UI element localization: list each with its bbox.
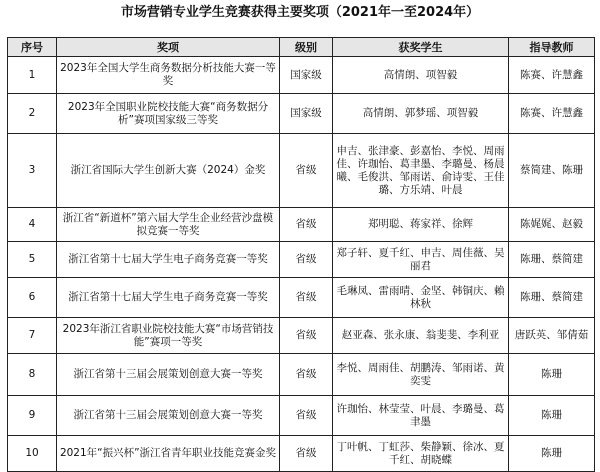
header-no: 序号 [8,38,57,57]
table-row [8,278,595,318]
cell-level: 省级 [280,396,333,436]
cell-no: 5 [8,242,57,278]
cell-no: 3 [8,134,57,208]
cell-teachers: 陈珊 [509,436,595,472]
cell-award: 浙江省第十三届会展策划创意大赛一等奖 [57,396,280,436]
table-row [8,134,595,208]
header-teachers: 指导教师 [509,38,595,57]
cell-teachers: 陈赛、许慧鑫 [509,94,595,134]
header-level: 级别 [280,38,333,57]
cell-teachers: 陈珊、蔡简建 [509,242,595,278]
cell-level: 国家级 [280,94,333,134]
awards-table [7,37,595,472]
cell-award: 浙江省第十七届大学生电子商务竞赛一等奖 [57,242,280,278]
cell-students: 郑明聪、蒋家祥、徐辉 [333,208,509,242]
table-row [8,396,595,436]
cell-level: 省级 [280,318,333,354]
cell-teachers: 陈珊 [509,354,595,396]
cell-level: 省级 [280,278,333,318]
cell-teachers: 陈珊、蔡简建 [509,278,595,318]
table-row [8,354,595,396]
cell-teachers: 陈珊 [509,396,595,436]
cell-teachers: 陈赛、许慧鑫 [509,57,595,94]
cell-students: 赵亚森、张永康、翁斐斐、李利亚 [333,318,509,354]
cell-award: 浙江省第十三届会展策划创意大赛一等奖 [57,354,280,396]
cell-level: 省级 [280,242,333,278]
table-header-row [8,38,595,57]
cell-teachers: 唐跃英、邹倩茹 [509,318,595,354]
cell-students: 许珈怡、林莹莹、叶晨、李璐曼、葛聿墨 [333,396,509,436]
cell-award: 浙江省“新道杯”第六届大学生企业经营沙盘模拟竞赛一等奖 [57,208,280,242]
cell-award: 2021年“振兴杯”浙江省青年职业技能竞赛金奖 [57,436,280,472]
cell-teachers: 蔡简建、陈珊 [509,134,595,208]
table-row [8,94,595,134]
table-row [8,436,595,472]
cell-no: 1 [8,57,57,94]
cell-level: 省级 [280,208,333,242]
cell-students: 李悦、周雨佳、胡鹏涛、邹雨诺、黄奕雯 [333,354,509,396]
cell-no: 6 [8,278,57,318]
table-row [8,318,595,354]
cell-students: 申吉、张津豪、彭嘉怡、李悦、周雨佳、许珈怡、葛聿墨、李璐曼、杨晨曦、毛俊洪、邹雨诺、俞诗雯、王佳璐、方乐靖、叶晨 [333,134,509,208]
cell-students: 毛琳凤、雷雨晴、金坚、韩铜庆、賴林秋 [333,278,509,318]
table-row [8,242,595,278]
cell-level: 省级 [280,134,333,208]
cell-level: 省级 [280,354,333,396]
cell-level: 省级 [280,436,333,472]
cell-no: 9 [8,396,57,436]
cell-no: 2 [8,94,57,134]
cell-students: 高情朗、项智毅 [333,57,509,94]
cell-students: 高情朗、郭梦瑶、项智毅 [333,94,509,134]
cell-teachers: 陈娓娓、赵毅 [509,208,595,242]
cell-no: 8 [8,354,57,396]
cell-award: 浙江省第十七届大学生电子商务竞赛一等奖 [57,278,280,318]
cell-award: 2023年全国大学生商务数据分析技能大赛一等奖 [57,57,280,94]
table-row [8,57,595,94]
cell-no: 10 [8,436,57,472]
document-title: 市场营销专业学生竞赛获得主要奖项（2021年一至2024年） [120,5,480,20]
cell-award: 浙江省国际大学生创新大赛（2024）金奖 [57,134,280,208]
cell-students: 丁叶帆、丁虹莎、柴静颖、徐冰、夏千红、胡晓蝶 [333,436,509,472]
table-row [8,208,595,242]
header-award: 奖项 [57,38,280,57]
cell-no: 4 [8,208,57,242]
cell-award: 2023年全国职业院校技能大赛“商务数据分析”赛项国家级三等奖 [57,94,280,134]
cell-students: 郑子轩、夏千红、申吉、周佳薇、吴丽君 [333,242,509,278]
header-students: 获奖学生 [333,38,509,57]
cell-award: 2023年浙江省职业院校技能大赛“市场营销技能”赛项一等奖 [57,318,280,354]
cell-level: 国家级 [280,57,333,94]
cell-no: 7 [8,318,57,354]
